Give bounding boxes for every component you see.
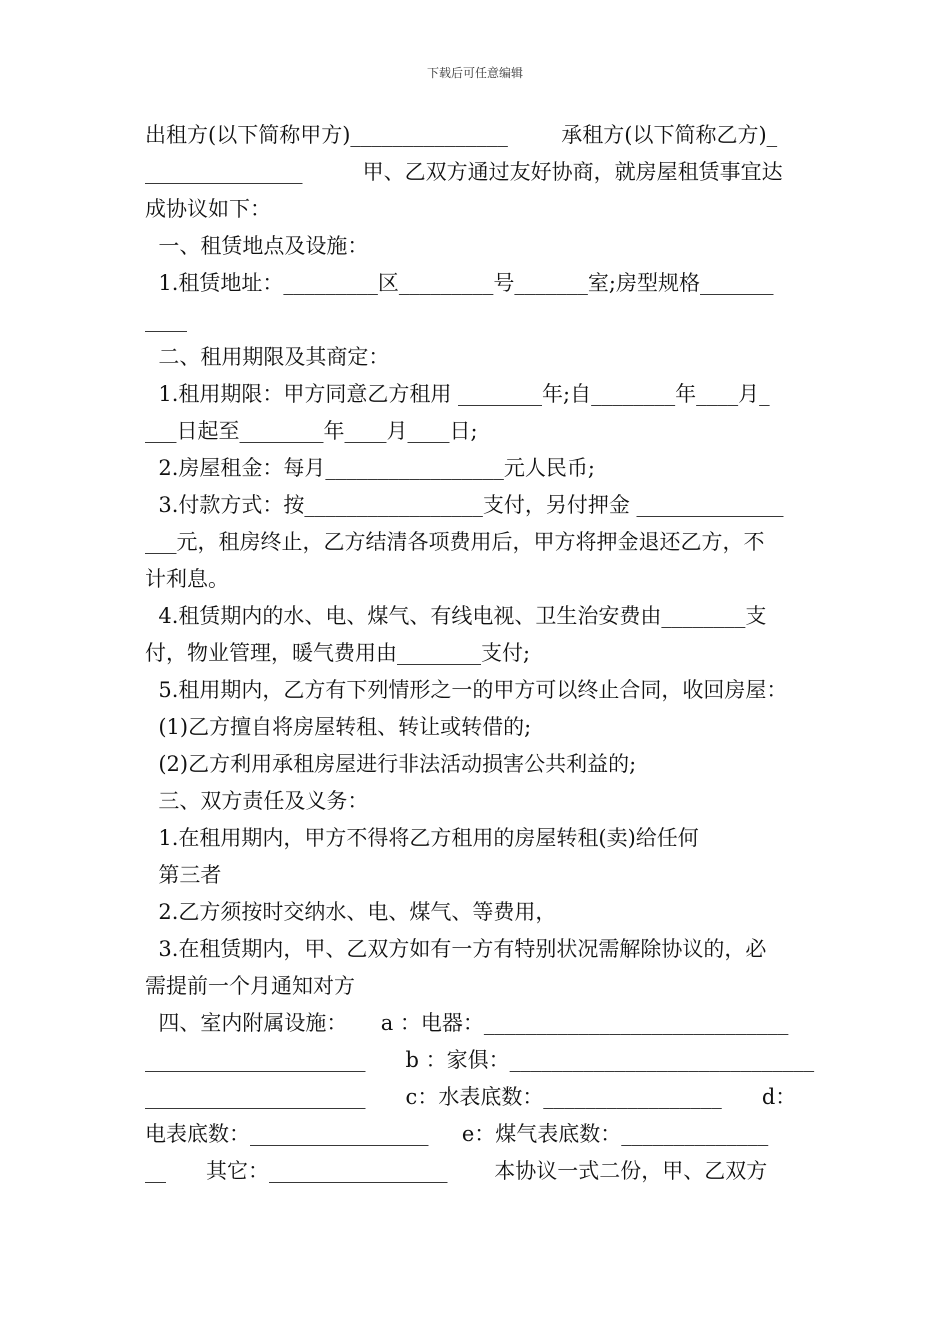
contract-line: _____________________ c：水表底数：_________________ d：	[145, 1085, 797, 1109]
contract-line: 2.房屋租金：每月_________________元人民币;	[145, 456, 595, 480]
contract-line: 成协议如下：	[145, 197, 271, 221]
contract-line: 1.在租用期内，甲方不得将乙方租用的房屋转租(卖)给任何	[145, 826, 699, 850]
contract-line: 3.付款方式：按_________________支付，另付押金 ______________	[145, 493, 784, 517]
contract-line: (2)乙方利用承租房屋进行非法活动损害公共利益的;	[145, 752, 637, 776]
contract-line: 四、室内附属设施： a ：电器：_____________________________	[145, 1011, 789, 1035]
contract-line: 2.乙方须按时交纳水、电、煤气、等费用，	[145, 900, 557, 924]
contract-line: 出租方(以下简称甲方)_______________ 承租方(以下简称乙方)_	[145, 123, 778, 147]
contract-line: 4.租赁期内的水、电、煤气、有线电视、卫生治安费由________支	[145, 604, 767, 628]
contract-line: ___日起至________年____月____日;	[145, 419, 478, 443]
contract-line: 需提前一个月通知对方	[145, 974, 355, 998]
contract-line: 三、双方责任及义务：	[145, 789, 369, 813]
contract-line: 第三者	[145, 863, 222, 887]
contract-line: 付，物业管理，暖气费用由________支付;	[145, 641, 531, 665]
contract-line: 二、租用期限及其商定：	[145, 345, 390, 369]
contract-line: _____________________ b ：家俱：_____________________________	[145, 1048, 815, 1072]
contract-line: 电表底数：_________________ e：煤气表底数：______________	[145, 1122, 769, 1146]
contract-line: _______________ 甲、乙双方通过友好协商，就房屋租赁事宜达	[145, 160, 783, 184]
contract-line: ___元，租房终止，乙方结清各项费用后，甲方将押金退还乙方，不	[145, 530, 765, 554]
contract-line: 1.租用期限：甲方同意乙方租用 ________年;自________年____月_	[145, 382, 770, 406]
page-header-note: 下载后可任意编辑	[426, 66, 523, 80]
contract-line: 计利息。	[145, 567, 229, 591]
contract-line: 一、租赁地点及设施：	[145, 234, 369, 258]
contract-body	[145, 117, 825, 1190]
contract-line: __ 其它：_________________ 本协议一式二份，甲、乙双方	[145, 1159, 768, 1183]
contract-line: 3.在租赁期内，甲、乙双方如有一方有特别状况需解除协议的，必	[145, 937, 767, 961]
contract-line: 1.租赁地址：_________区_________号_______室;房型规格_______	[145, 271, 774, 295]
contract-line: ____	[145, 308, 187, 332]
contract-line: 5.租用期内，乙方有下列情形之一的甲方可以终止合同，收回房屋：	[145, 678, 788, 702]
contract-line: (1)乙方擅自将房屋转租、转让或转借的;	[145, 715, 532, 739]
